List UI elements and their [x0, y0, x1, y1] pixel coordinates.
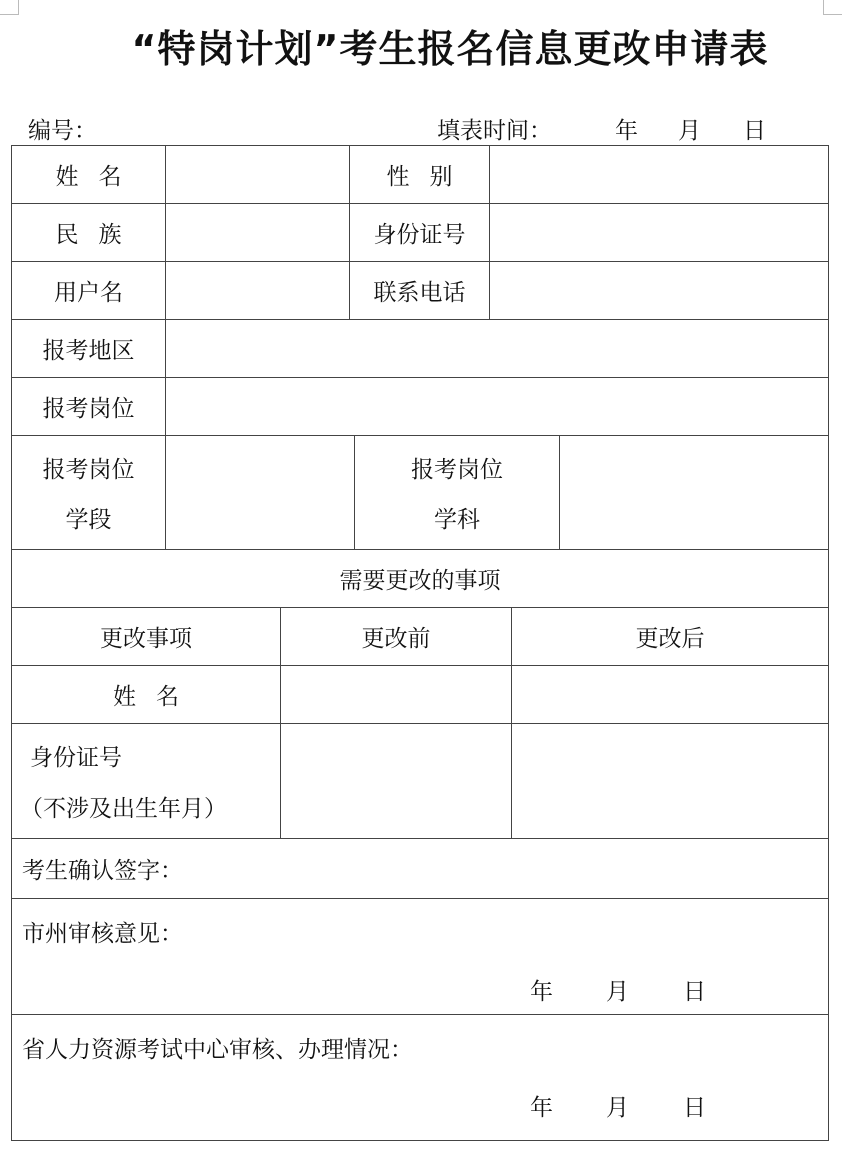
change-name-label [12, 666, 281, 724]
phone-input-cell[interactable] [490, 262, 829, 320]
city-month: 月 [606, 979, 629, 1005]
phone-label-cell: 联系电话 [350, 262, 490, 320]
page-title: “特岗计划”考生报名信息更改申请表 [131, 27, 769, 71]
fill-time-label: 填表时间： [437, 118, 552, 144]
header-day: 日 [743, 118, 766, 144]
subject-label-cell [355, 436, 560, 550]
gender-label: 性别 [386, 164, 473, 190]
gender-label-cell [350, 146, 490, 204]
city-review-cell[interactable] [12, 899, 829, 1015]
change-id-line1: 身份证号 [30, 745, 122, 771]
gender-input-cell[interactable] [490, 146, 829, 204]
name-label-cell [12, 146, 166, 204]
header-year: 年 [615, 118, 638, 144]
stage-label-line2: 学段 [65, 507, 112, 534]
ethnicity-label: 民族 [55, 222, 142, 248]
name-label: 姓名 [55, 164, 142, 190]
subject-input-cell[interactable] [560, 436, 829, 550]
username-label-cell: 用户名 [12, 262, 166, 320]
city-year: 年 [530, 979, 553, 1005]
region-input-cell[interactable] [166, 320, 829, 378]
name-before-input[interactable] [281, 666, 512, 724]
position-input-cell[interactable] [166, 378, 829, 436]
ethnicity-label-cell [12, 204, 166, 262]
province-year: 年 [530, 1095, 553, 1121]
username-input-cell[interactable] [166, 262, 350, 320]
candidate-signature-cell[interactable]: 考生确认签字： [12, 839, 829, 899]
name-after-input[interactable] [512, 666, 829, 724]
id-input-cell[interactable] [490, 204, 829, 262]
col-before: 更改前 [281, 608, 512, 666]
number-label: 编号： [28, 118, 97, 144]
position-label-cell: 报考岗位 [12, 378, 166, 436]
province-day: 日 [683, 1095, 706, 1121]
province-review-cell[interactable] [12, 1015, 829, 1141]
name-input-cell[interactable] [166, 146, 350, 204]
subject-label-line2: 学科 [434, 507, 480, 534]
region-label-cell: 报考地区 [12, 320, 166, 378]
id-before-input[interactable] [281, 724, 512, 839]
col-after: 更改后 [512, 608, 829, 666]
id-label-cell: 身份证号 [350, 204, 490, 262]
province-review-label: 省人力资源考试中心审核、办理情况： [22, 1037, 413, 1063]
col-change-item: 更改事项 [12, 608, 281, 666]
city-day: 日 [683, 979, 706, 1005]
page-corner-mark [0, 0, 19, 15]
header-month: 月 [678, 118, 701, 144]
id-after-input[interactable] [512, 724, 829, 839]
changes-section-title: 需要更改的事项 [12, 550, 829, 608]
change-id-label [12, 724, 281, 839]
ethnicity-input-cell[interactable] [166, 204, 350, 262]
stage-label-cell [12, 436, 166, 550]
subject-label-line1: 报考岗位 [411, 456, 503, 483]
change-id-line2: （不涉及出生年月） [20, 796, 227, 822]
change-name-text: 姓名 [113, 684, 199, 710]
province-month: 月 [606, 1095, 629, 1121]
stage-label-line1: 报考岗位 [42, 456, 135, 483]
city-review-label: 市州审核意见： [22, 921, 183, 947]
form-table [11, 145, 829, 1141]
stage-input-cell[interactable] [166, 436, 355, 550]
page-corner-mark [823, 0, 842, 15]
